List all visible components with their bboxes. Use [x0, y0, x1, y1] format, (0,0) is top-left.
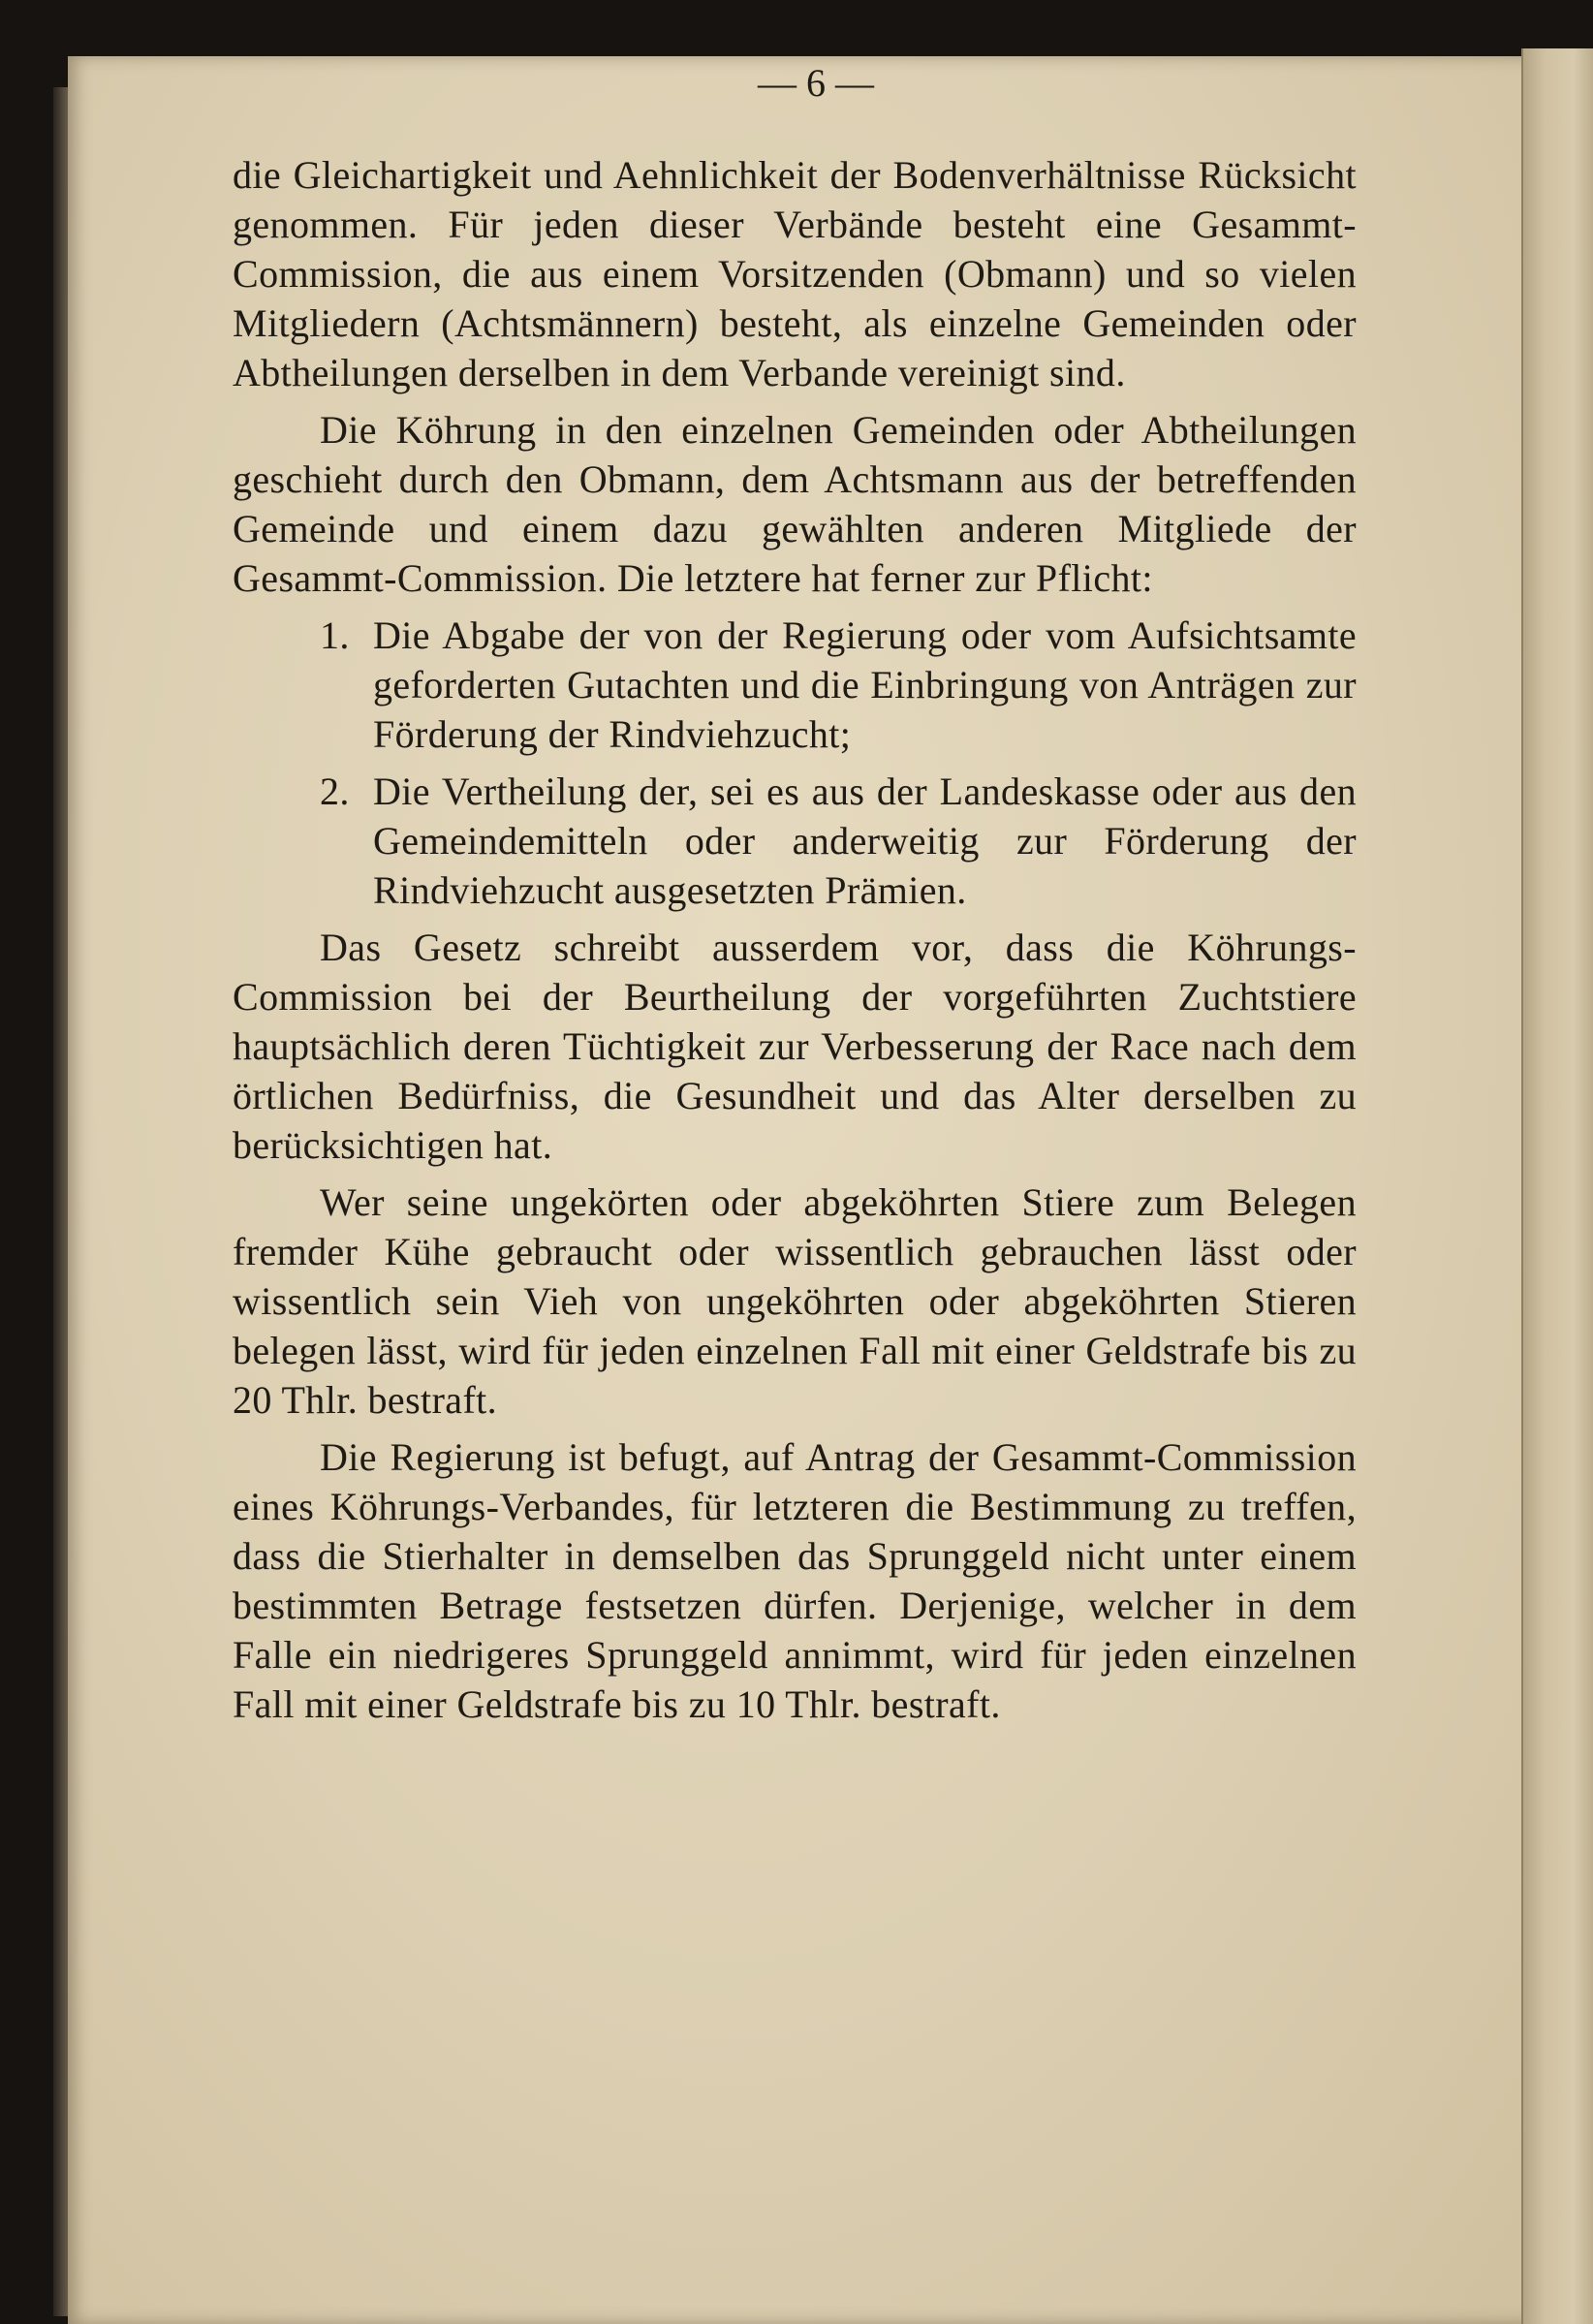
next-page-edge — [1521, 48, 1593, 2324]
list-item-number: 1. — [320, 613, 350, 657]
list-item-2 — [233, 767, 1357, 915]
paragraph-2: Die Köhrung in den einzelnen Gemeinden oder Abtheilungen geschieht durch den Obmann, dem Achtsmann aus der betreffenden Gemeinde und einem dazu gewählten anderen Mitgliede der Gesammt-Commission. Die letztere hat ferner zur Pflicht: — [233, 408, 1357, 600]
paragraph-4: Wer seine ungekörten oder abgeköhrten Stiere zum Belegen fremder Kühe gebraucht oder wissentlich gebrauchen lässt oder wissentlich sein Vieh von ungeköhrten oder abgeköhrten Stieren belegen lässt, wird für jeden einzelnen Fall mit einer Geldstrafe bis zu 20 Thlr. bestraft. — [233, 1180, 1357, 1422]
page-number: — 6 — — [758, 61, 874, 105]
list-item-text: Die Vertheilung der, sei es aus der Landeskasse oder aus den Gemeindemitteln oder anderweitig zur Förderung der Rindviehzucht ausgesetzten Prämien. — [373, 769, 1357, 912]
body-text — [233, 150, 1357, 1729]
list-item-1 — [233, 611, 1357, 759]
paragraph-5: Die Regierung ist befugt, auf Antrag der Gesammt-Commission eines Köhrungs-Verbandes, für letzteren die Bestimmung zu treffen, dass die Stierhalter in demselben das Sprunggeld nicht unter einem bestimmten Betrage festsetzen dürfen. Derjenige, welcher in dem Falle ein niedrigeres Sprunggeld annimmt, wird für jeden einzelnen Fall mit einer Geldstrafe bis zu 10 Thlr. bestraft. — [233, 1435, 1357, 1726]
paragraph-3: Das Gesetz schreibt ausserdem vor, dass die Köhrungs-Commission bei der Beurtheilung der vorgeführten Zuchtstiere hauptsächlich deren Tüchtigkeit zur Verbesserung der Race nach dem örtlichen Bedürfniss, die Gesundheit und das Alter derselben zu berücksichtigen hat. — [233, 926, 1357, 1167]
list-item-number: 2. — [320, 769, 350, 813]
paragraph-1: die Gleichartigkeit und Aehnlichkeit der Bodenverhältnisse Rücksicht genommen. Für jeden dieser Verbände besteht eine Gesammt-Commission, die aus einem Vorsitzenden (Obmann) und so vielen Mitgliedern (Achtsmännern) besteht, als einzelne Gemeinden oder Abtheilungen derselben in dem Verbande vereinigt sind. — [233, 153, 1357, 394]
list-item-text: Die Abgabe der von der Regierung oder vom Aufsichtsamte geforderten Gutachten und die Einbringung von Anträgen zur Förderung der Rindviehzucht; — [373, 613, 1357, 756]
